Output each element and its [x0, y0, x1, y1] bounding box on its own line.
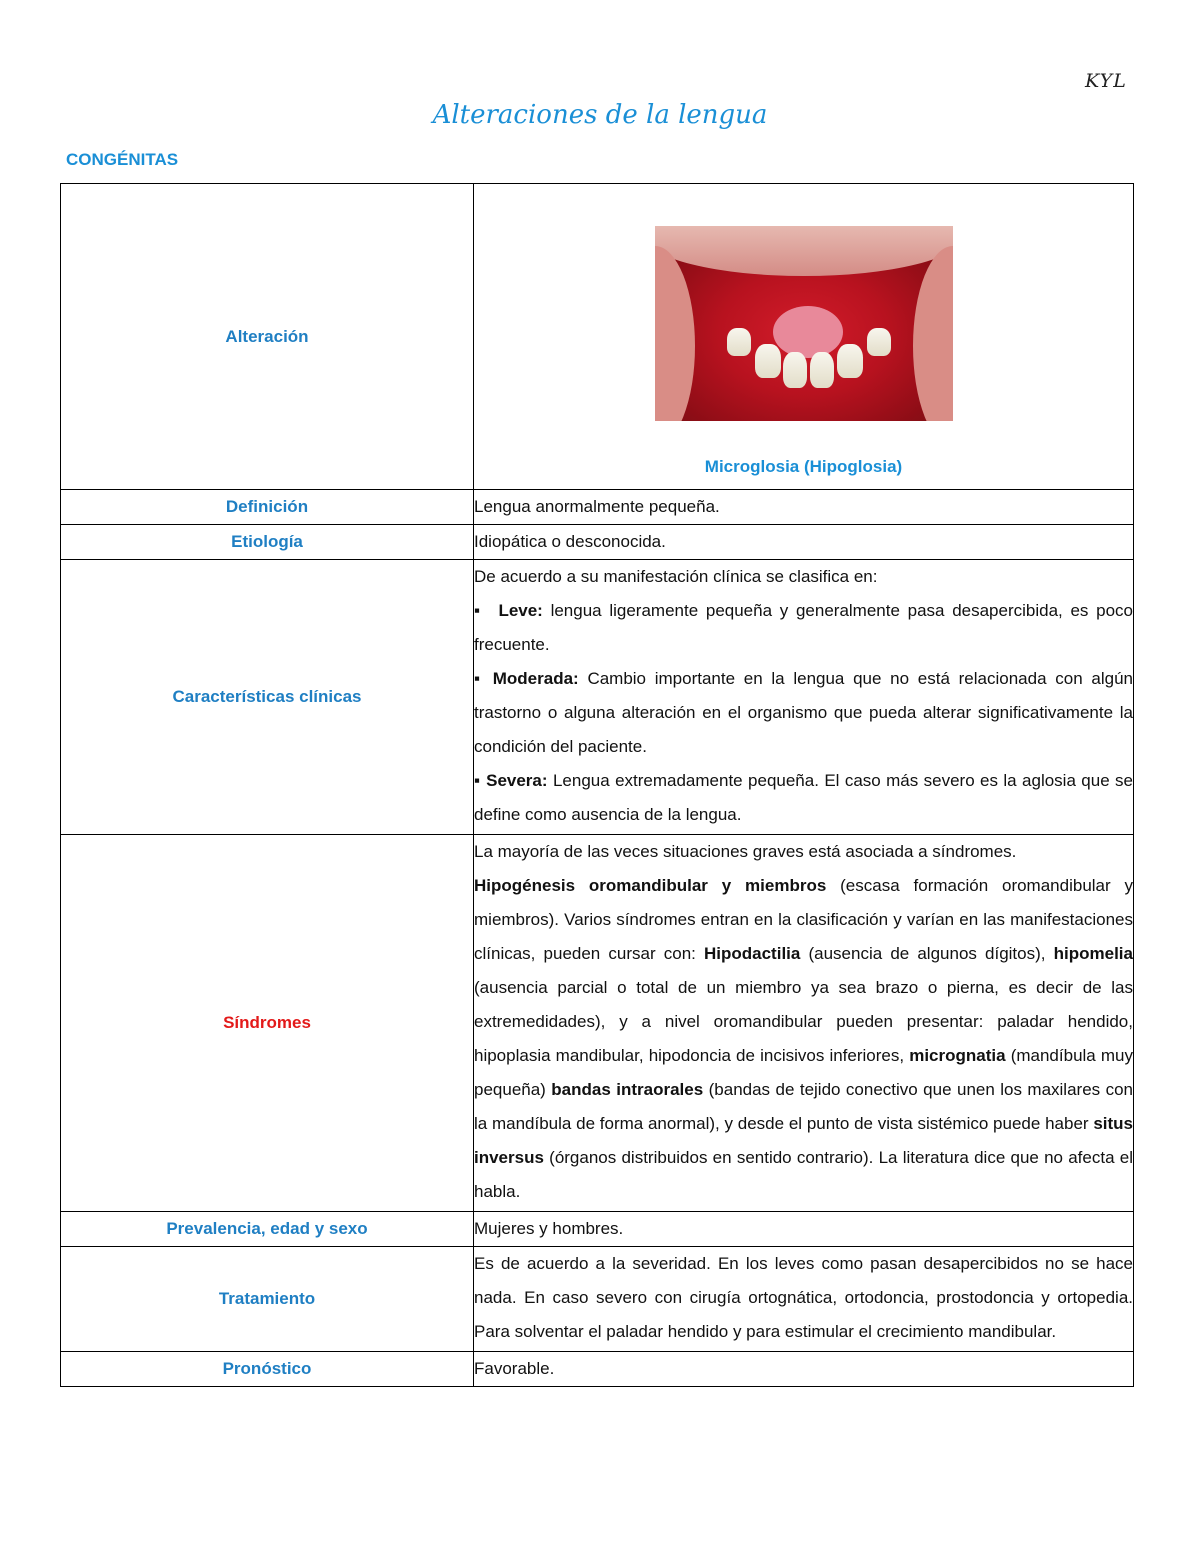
definicion-value: Lengua anormalmente pequeña. — [474, 490, 1134, 525]
row-label-prevalencia: Prevalencia, edad y sexo — [61, 1212, 474, 1247]
caracteristicas-leve: ▪ Leve: lengua ligeramente pequeña y generalmente pasa desapercibida, es poco frecuente. — [474, 601, 1134, 654]
sindromes-body: Hipogénesis oromandibular y miembros (escasa formación oromandibular y miembros). Varios síndromes entran en la clasificación y varían en las manifestaciones clínicas, pueden cursar con: Hipodactilia (ausencia de algunos dígitos), hipomelia (ausencia parcial o total de un miembro ya sea brazo o pierna, es decir de las extremedidades), y a nivel oromandibular pueden presentar: paladar hendido, hipoplasia mandibular, hipodoncia de incisivos inferiores, micrognatia (mandíbula muy pequeña) bandas intraorales (bandas de tejido conectivo que unen los maxilares con la mandíbula de forma anormal), y desde el punto de vista sistémico puede haber situs inversus (órganos distribuidos en sentido contrario). La literatura dice que no afecta el habla. — [474, 876, 1134, 1201]
sindromes-value — [474, 835, 1134, 1212]
prevalencia-value: Mujeres y hombres. — [474, 1212, 1134, 1247]
table-row — [61, 1352, 1134, 1387]
microglosia-photo — [655, 226, 953, 421]
info-table — [60, 183, 1134, 1387]
author-initials: KYL — [1085, 70, 1127, 92]
sindromes-intro: La mayoría de las veces situaciones graves está asociada a síndromes. — [474, 842, 1017, 861]
table-row — [61, 1247, 1134, 1352]
caracteristicas-moderada: ▪ Moderada: Cambio importante en la lengua que no está relacionada con algún trastorno o alguna alteración en el organismo que pueda alterar significativamente la condición del paciente. — [474, 669, 1133, 756]
row-label-etiologia: Etiología — [61, 525, 474, 560]
image-caption: Microglosia (Hipoglosia) — [704, 456, 903, 476]
caracteristicas-severa: ▪ Severa: Lengua extremadamente pequeña. El caso más severo es la aglosia que se define como ausencia de la lengua. — [474, 771, 1134, 824]
table-row — [61, 560, 1134, 835]
pronostico-value: Favorable. — [474, 1352, 1134, 1387]
etiologia-value: Idiopática o desconocida. — [474, 525, 1134, 560]
table-row — [61, 490, 1134, 525]
table-row — [61, 835, 1134, 1212]
row-label-sindromes: Síndromes — [61, 835, 474, 1212]
table-row — [61, 1212, 1134, 1247]
table-row — [61, 525, 1134, 560]
row-label-caracteristicas: Características clínicas — [61, 560, 474, 835]
tratamiento-value: Es de acuerdo a la severidad. En los leves como pasan desapercibidos no se hace nada. En caso severo con cirugía ortognática, ortodoncia, prostodoncia y ortopedia. Para solventar el paladar hendido y para estimular el crecimiento mandibular. — [474, 1247, 1134, 1352]
image-cell — [474, 184, 1134, 490]
row-label-tratamiento: Tratamiento — [61, 1247, 474, 1352]
page-title: Alteraciones de la lengua — [432, 100, 768, 130]
caracteristicas-value — [474, 560, 1134, 835]
caracteristicas-intro: De acuerdo a su manifestación clínica se clasifica en: — [474, 567, 878, 586]
section-heading: CONGÉNITAS — [66, 150, 179, 169]
table-row — [61, 184, 1134, 490]
row-label-pronostico: Pronóstico — [61, 1352, 474, 1387]
row-label-alteracion: Alteración — [61, 184, 474, 490]
row-label-definicion: Definición — [61, 490, 474, 525]
